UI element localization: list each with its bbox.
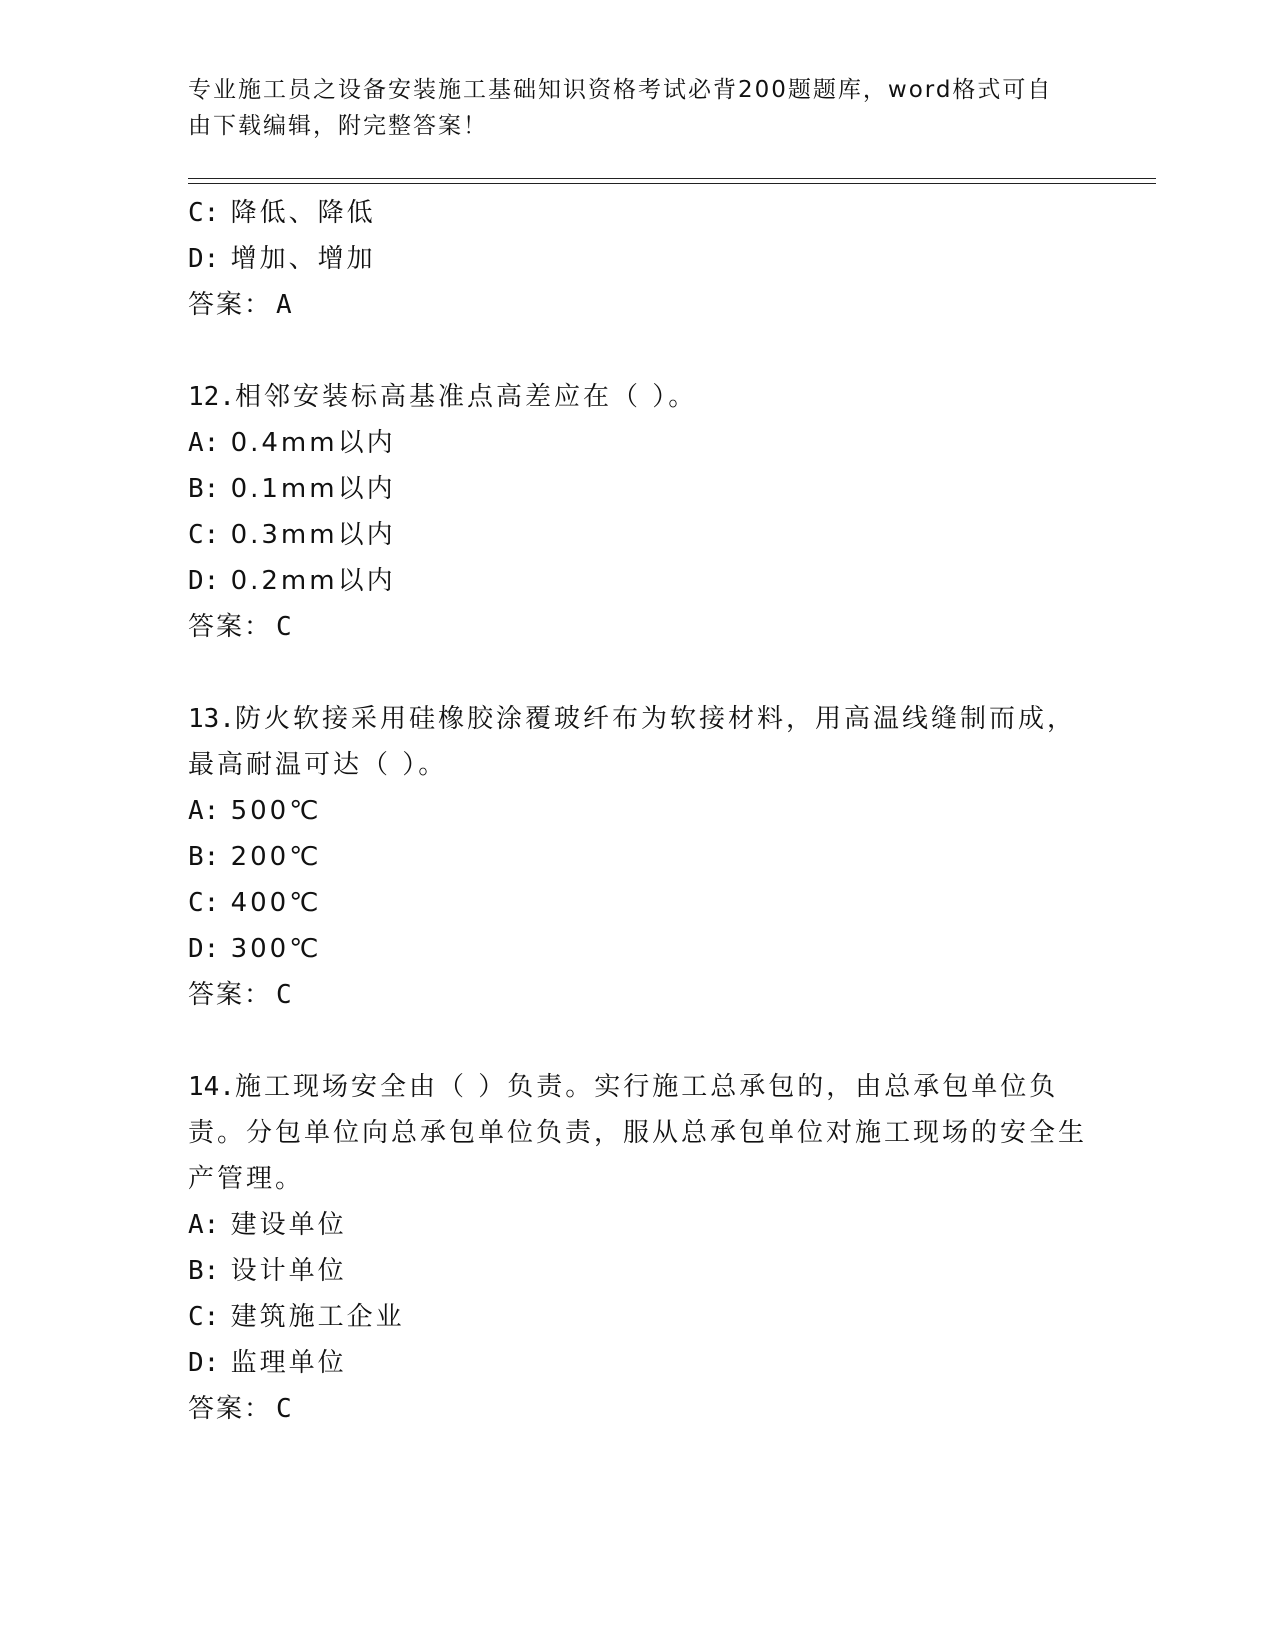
spacer (188, 1018, 1088, 1064)
option-d: D: 300℃ (188, 934, 322, 964)
option-c: C: 建筑施工企业 (188, 1302, 405, 1332)
answer-line: 答案： C (188, 612, 294, 642)
answer-line: 答案： A (188, 290, 294, 320)
answer-line: 答案： C (188, 980, 294, 1010)
option-b: B: 200℃ (188, 842, 322, 872)
option-d: D: 监理单位 (188, 1348, 347, 1378)
header-title: 专业施工员之设备安装施工基础知识资格考试必背200题题库，word格式可自由下载编辑，附完整答案！ (188, 77, 1053, 139)
option-d: D: 增加、增加 (188, 244, 376, 274)
question-13 (188, 696, 1088, 1018)
header-rule-bottom (188, 183, 1156, 184)
question-text: 13.防火软接采用硅橡胶涂覆玻纤布为软接材料，用高温线缝制而成，最高耐温可达（ ）。 (188, 704, 1076, 780)
continued-question (188, 190, 1088, 328)
question-list (188, 190, 1088, 1432)
question-text: 12.相邻安装标高基准点高差应在（ ）。 (188, 382, 698, 412)
option-c: C: 0.3mm以内 (188, 520, 396, 550)
option-a: A: 建设单位 (188, 1210, 347, 1240)
option-b: B: 0.1mm以内 (188, 474, 396, 504)
question-14 (188, 1064, 1088, 1432)
header-rule-top (188, 178, 1156, 179)
document-header (188, 72, 1068, 144)
spacer (188, 650, 1088, 696)
option-a: A: 0.4mm以内 (188, 428, 396, 458)
option-c: C: 400℃ (188, 888, 322, 918)
option-d: D: 0.2mm以内 (188, 566, 396, 596)
option-b: B: 设计单位 (188, 1256, 347, 1286)
question-text: 14.施工现场安全由（ ）负责。实行施工总承包的，由总承包单位负责。分包单位向总承包单位负责，服从总承包单位对施工现场的安全生产管理。 (188, 1072, 1088, 1194)
option-c: C: 降低、降低 (188, 198, 376, 228)
answer-line: 答案： C (188, 1394, 294, 1424)
spacer (188, 328, 1088, 374)
option-a: A: 500℃ (188, 796, 322, 826)
question-12 (188, 374, 1088, 650)
